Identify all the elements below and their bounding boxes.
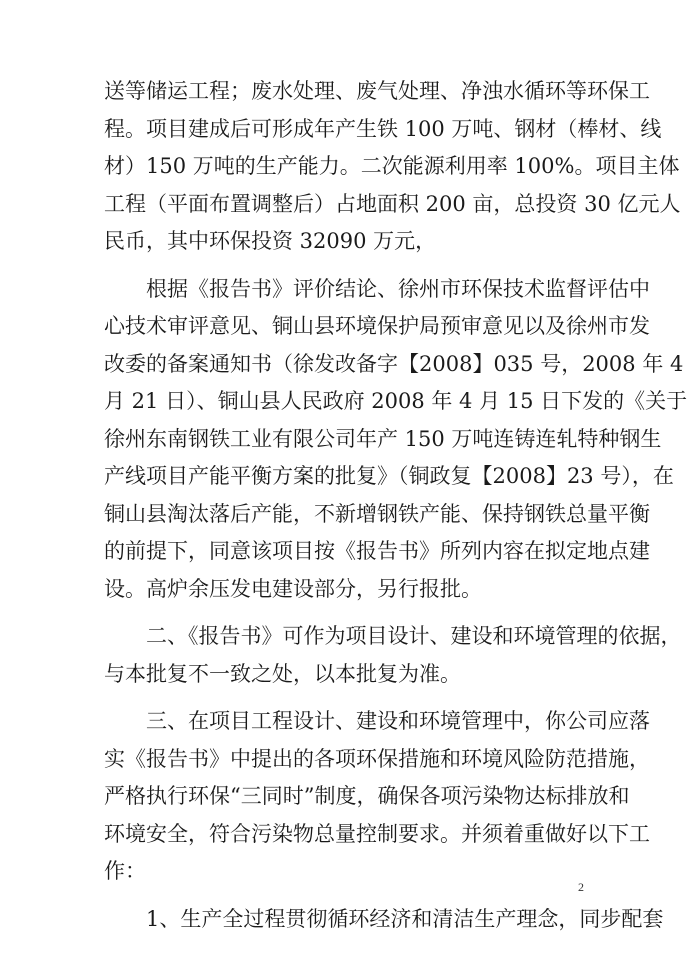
text-line: 三、在项目工程设计、建设和环境管理中，你公司应落 (146, 709, 650, 733)
page-number: 2 (578, 880, 584, 894)
text-line: 作： (104, 859, 146, 883)
text-line: 送等储运工程；废水处理、废气处理、净浊水循环等环保工 (104, 79, 650, 103)
text-line: 严格执行环保“三同时”制度，确保各项污染物达标排放和 (104, 784, 630, 808)
text-line: 设。高炉余压发电建设部分，另行报批。 (104, 577, 482, 601)
text-line: 实《报告书》中提出的各项环保措施和环境风险防范措施， (104, 747, 650, 771)
text-line: 改委的备案通知书（徐发改备字【2008】035 号，2008 年 4 (104, 352, 684, 376)
text-line: 产线项目产能平衡方案的批复》（铜政复【2008】23 号），在 (104, 464, 674, 488)
text-line: 二、《报告书》可作为项目设计、建设和环境管理的依据， (146, 624, 682, 648)
text-line: 月 21 日）、铜山县人民政府 2008 年 4 月 15 日下发的《关于 (104, 389, 688, 413)
text-line: 环境安全，符合污染物总量控制要求。并须着重做好以下工 (104, 822, 650, 846)
text-line: 的前提下，同意该项目按《报告书》所列内容在拟定地点建 (104, 539, 650, 563)
text-line: 1、生产全过程贯彻循环经济和清洁生产理念，同步配套 (146, 907, 664, 931)
text-line: 材）150 万吨的生产能力。二次能源利用率 100%。项目主体 (104, 154, 680, 178)
text-line: 工程（平面布置调整后）占地面积 200 亩，总投资 30 亿元人 (104, 192, 681, 216)
text-line: 与本批复不一致之处，以本批复为准。 (104, 662, 461, 686)
text-line: 民币，其中环保投资 32090 万元， (104, 229, 437, 253)
text-line: 心技术审评意见、铜山县环境保护局预审意见以及徐州市发 (104, 314, 650, 338)
text-line: 铜山县淘汰落后产能，不新增钢铁产能、保持钢铁总量平衡 (104, 502, 650, 526)
text-line: 徐州东南钢铁工业有限公司年产 150 万吨连铸连轧特种钢生 (104, 427, 662, 451)
text-line: 程。项目建成后可形成年产生铁 100 万吨、钢材（棒材、线 (104, 117, 662, 141)
text-line: 根据《报告书》评价结论、徐州市环保技术监督评估中 (146, 277, 650, 301)
